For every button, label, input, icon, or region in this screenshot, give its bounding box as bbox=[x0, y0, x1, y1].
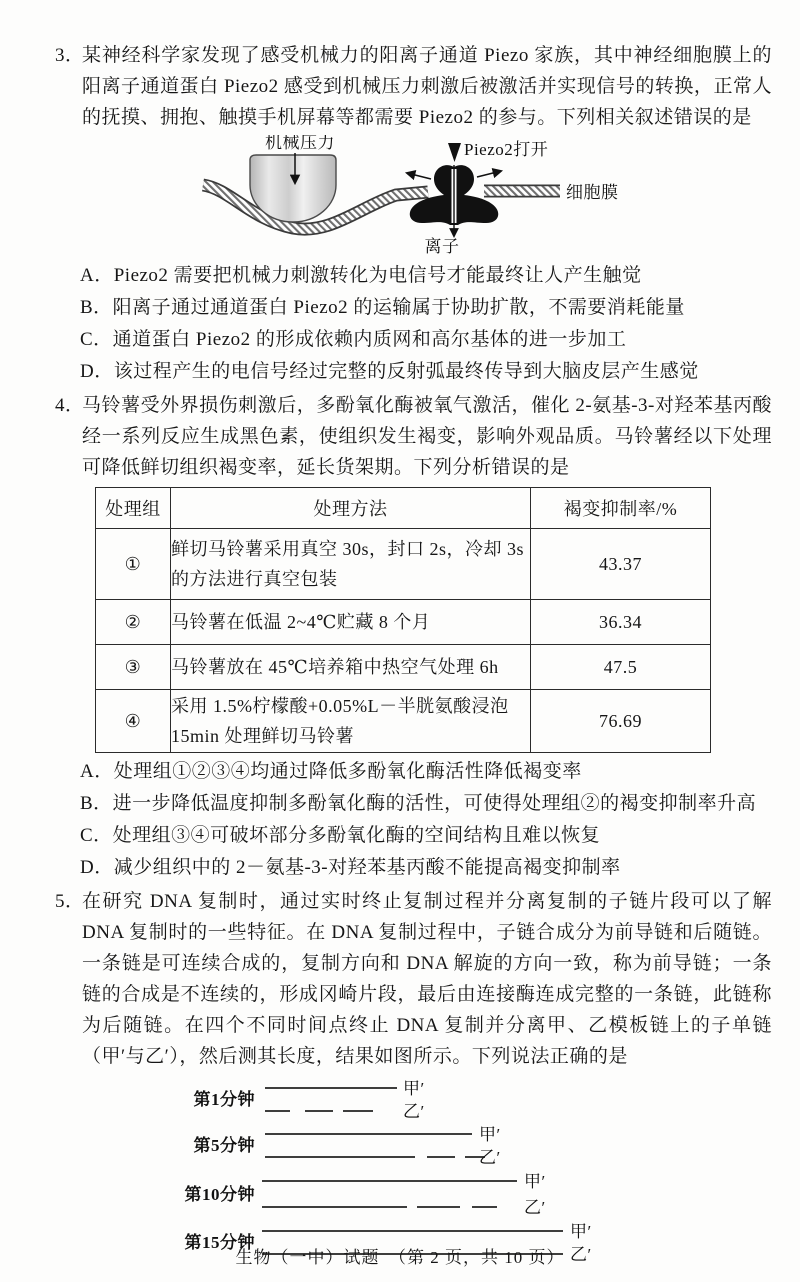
jia-strand-label: 甲′ bbox=[479, 1125, 501, 1144]
question-3 bbox=[55, 40, 772, 133]
jia-strand-label: 甲′ bbox=[570, 1222, 592, 1241]
table-row bbox=[96, 645, 711, 690]
cell-group: ③ bbox=[96, 645, 171, 690]
yi-strand-label: 乙′ bbox=[479, 1148, 501, 1167]
jia-strand-label: 甲′ bbox=[524, 1172, 546, 1191]
cell-rate: 76.69 bbox=[531, 690, 711, 753]
q3-option-d: D．该过程产生的电信号经过完整的反射弧最终传导到大脑皮层产生感觉 bbox=[80, 361, 699, 382]
table-row bbox=[96, 529, 711, 600]
cell-rate: 43.37 bbox=[531, 529, 711, 600]
question-3-stem: 某神经科学家发现了感受机械力的阳离子通道 Piezo 家族，其中神经细胞膜上的阳离子通道蛋白 Piezo2 感受到机械压力刺激后被激活并实现信号的转换，正常人的抚摸、拥抱、触摸手机屏幕等都需要 Piezo2 的参与。下列相关叙述错误的是 bbox=[82, 45, 772, 128]
table-row bbox=[96, 600, 711, 645]
question-4-stem: 马铃薯受外界损伤刺激后，多酚氧化酶被氧气激活，催化 2-氨基-3-对羟苯基丙酸经一系列反应生成黑色素，使组织发生褐变，影响外观品质。马铃薯经以下处理可降低鲜切组织褐变率，延长货架期。下列分析错误的是 bbox=[82, 395, 772, 478]
header-group: 处理组 bbox=[96, 488, 171, 529]
question-5-stem: 在研究 DNA 复制时，通过实时终止复制过程并分离复制的子链片段可以了解 DNA 复制时的一些特征。在 DNA 复制过程中，子链合成分为前导链和后随链。一条链是可连续合成的，复制方向和 DNA 解旋的方向一致，称为前导链；一条链的合成是不连续的，形成冈崎片段，最后由连接酶连成完整的一条链，此链称为后随链。在四个不同时间点终止 DNA 复制并分离甲、乙模板链上的子单链（甲′与乙′），然后测其长度，结果如图所示。下列说法正确的是 bbox=[82, 891, 772, 1067]
pressure-probe-shape bbox=[250, 155, 336, 222]
pressure-label: 机械压力 bbox=[265, 135, 335, 152]
cell-method: 马铃薯在低温 2~4℃贮藏 8 个月 bbox=[171, 600, 531, 645]
header-method: 处理方法 bbox=[171, 488, 531, 529]
header-rate: 褐变抑制率/% bbox=[531, 488, 711, 529]
cell-method: 鲜切马铃薯采用真空 30s，封口 2s，冷却 3s 的方法进行真空包装 bbox=[171, 529, 531, 600]
question-4-options bbox=[80, 756, 772, 884]
membrane-label: 细胞膜 bbox=[566, 183, 619, 202]
cell-group: ④ bbox=[96, 690, 171, 753]
question-3-number: 3． bbox=[55, 45, 85, 66]
dna-strand-figure bbox=[150, 1074, 772, 1264]
piezo2-open-label: Piezo2打开 bbox=[464, 140, 549, 159]
dna-time-label: 第15分钟 bbox=[184, 1233, 255, 1252]
ion-label: 离子 bbox=[424, 237, 460, 256]
tension-arrow-right bbox=[477, 171, 501, 177]
dna-strand-diagram bbox=[150, 1074, 630, 1264]
page-footer: 生物（一中）试题 （第 2 页，共 10 页） bbox=[235, 1248, 565, 1267]
question-3-options bbox=[80, 260, 772, 388]
cell-method: 马铃薯放在 45℃培养箱中热空气处理 6h bbox=[171, 645, 531, 690]
tension-arrow-left bbox=[407, 173, 431, 179]
cell-rate: 36.34 bbox=[531, 600, 711, 645]
q4-option-b: B．进一步降低温度抑制多酚氧化酶的活性，可使得处理组②的褐变抑制率升高 bbox=[80, 793, 757, 814]
cell-method: 采用 1.5%柠檬酸+0.05%L－半胱氨酸浸泡 15min 处理鲜切马铃薯 bbox=[171, 690, 531, 753]
question-4-number: 4． bbox=[55, 395, 85, 416]
question-4 bbox=[55, 390, 772, 483]
q4-option-a: A．处理组①②③④均通过降低多酚氧化酶活性降低褐变率 bbox=[80, 761, 582, 782]
yi-strand-label: 乙′ bbox=[570, 1245, 592, 1264]
yi-strand-label: 乙′ bbox=[403, 1102, 425, 1121]
yi-strand-label: 乙′ bbox=[524, 1198, 546, 1217]
dna-time-label: 第10分钟 bbox=[184, 1185, 255, 1204]
jia-strand-label: 甲′ bbox=[403, 1079, 425, 1098]
treatment-table bbox=[95, 487, 711, 753]
question-5 bbox=[55, 886, 772, 1072]
stimulus-arrowhead bbox=[448, 143, 461, 162]
cell-group: ② bbox=[96, 600, 171, 645]
cell-rate: 47.5 bbox=[531, 645, 711, 690]
q4-option-d: D．减少组织中的 2－氨基-3-对羟苯基丙酸不能提高褐变抑制率 bbox=[80, 857, 621, 878]
piezo-channel-diagram bbox=[200, 135, 620, 257]
table-header-row bbox=[96, 488, 711, 529]
q3-option-b: B．阳离子通过通道蛋白 Piezo2 的运输属于协助扩散，不需要消耗能量 bbox=[80, 297, 685, 318]
dna-time-label: 第5分钟 bbox=[193, 1136, 255, 1155]
q3-option-c: C．通道蛋白 Piezo2 的形成依赖内质网和高尔基体的进一步加工 bbox=[80, 329, 627, 350]
cell-group: ① bbox=[96, 529, 171, 600]
piezo-channel-figure bbox=[200, 135, 772, 257]
question-5-number: 5． bbox=[55, 891, 85, 912]
q3-option-a: A．Piezo2 需要把机械力刺激转化为电信号才能最终让人产生触觉 bbox=[80, 265, 642, 286]
table-row bbox=[96, 690, 711, 753]
dna-time-label: 第1分钟 bbox=[193, 1090, 255, 1109]
q4-option-c: C．处理组③④可破坏部分多酚氧化酶的空间结构且难以恢复 bbox=[80, 825, 601, 846]
